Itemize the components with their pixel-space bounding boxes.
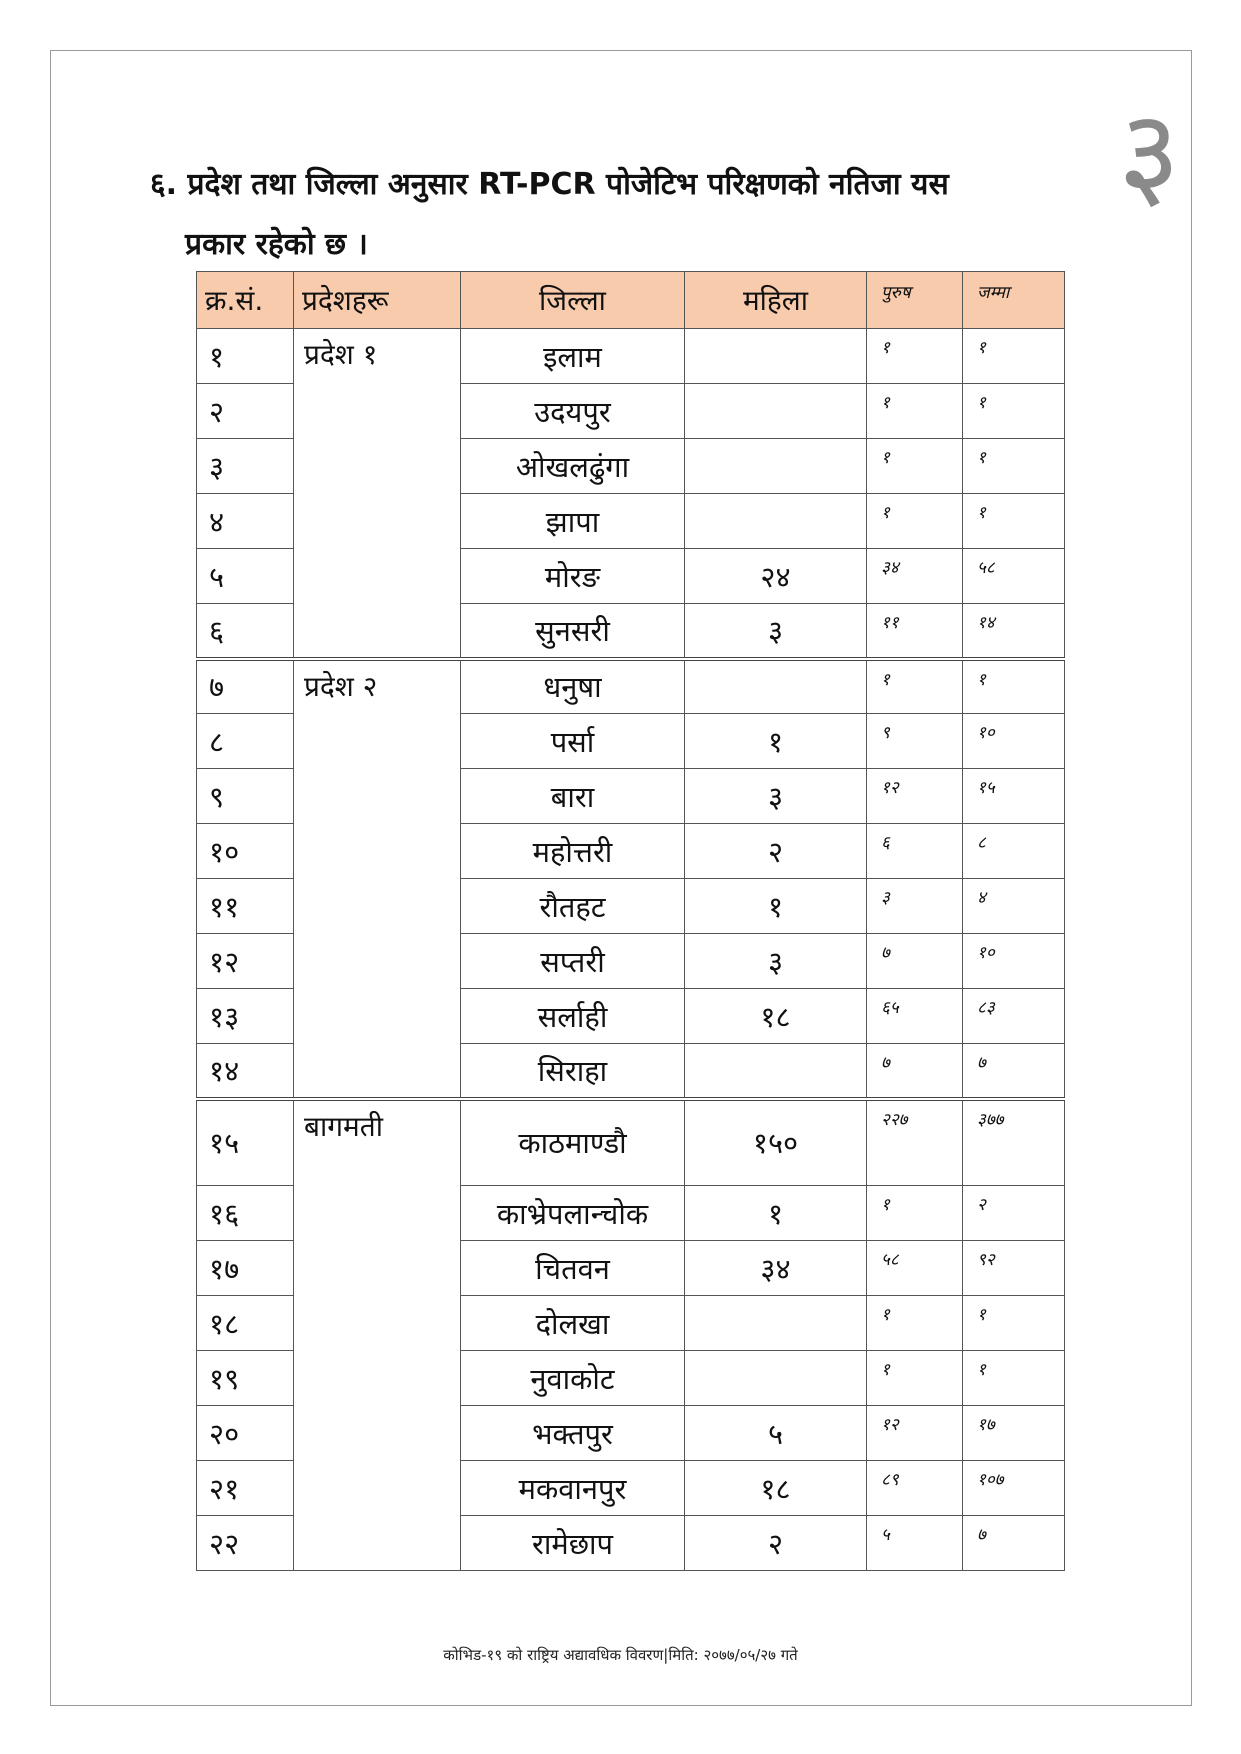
- row-female: १: [685, 879, 867, 934]
- header-sn: क्र.सं.: [197, 272, 294, 329]
- row-total: ७: [963, 1516, 1065, 1571]
- header-male: पुरुष: [867, 272, 963, 329]
- row-district: इलाम: [461, 329, 685, 384]
- row-female: [685, 1351, 867, 1406]
- row-female: [685, 659, 867, 714]
- row-sn: ९: [197, 769, 294, 824]
- row-female: ३: [685, 934, 867, 989]
- table-row: [197, 329, 1065, 384]
- row-female: [685, 1044, 867, 1099]
- row-total: १: [963, 329, 1065, 384]
- row-total: २: [963, 1186, 1065, 1241]
- row-male: १: [867, 494, 963, 549]
- row-female: ५: [685, 1406, 867, 1461]
- row-female: २४: [685, 549, 867, 604]
- row-male: ३: [867, 879, 963, 934]
- table-body: [197, 329, 1065, 1571]
- row-total: १४: [963, 604, 1065, 659]
- row-district: सर्लाही: [461, 989, 685, 1044]
- row-district: मकवानपुर: [461, 1461, 685, 1516]
- row-total: १०: [963, 934, 1065, 989]
- row-sn: १४: [197, 1044, 294, 1099]
- row-female: ३: [685, 769, 867, 824]
- row-sn: २: [197, 384, 294, 439]
- row-district: झापा: [461, 494, 685, 549]
- row-male: ११: [867, 604, 963, 659]
- row-sn: ६: [197, 604, 294, 659]
- row-total: ५८: [963, 549, 1065, 604]
- header-total: जम्मा: [963, 272, 1065, 329]
- row-total: १७: [963, 1406, 1065, 1461]
- row-district: रौतहट: [461, 879, 685, 934]
- row-sn: ११: [197, 879, 294, 934]
- row-total: ८३: [963, 989, 1065, 1044]
- row-province: प्रदेश २: [294, 659, 461, 1099]
- table-row: [197, 1099, 1065, 1186]
- row-female: [685, 1296, 867, 1351]
- row-total: १५: [963, 769, 1065, 824]
- heading-line-2: प्रकार रहेको छ ।: [185, 227, 368, 262]
- row-district: दोलखा: [461, 1296, 685, 1351]
- row-female: १८: [685, 989, 867, 1044]
- row-district: काठमाण्डौ: [461, 1099, 685, 1186]
- row-total: १: [963, 659, 1065, 714]
- row-total: १०७: [963, 1461, 1065, 1516]
- row-female: १५०: [685, 1099, 867, 1186]
- row-female: १८: [685, 1461, 867, 1516]
- row-sn: २१: [197, 1461, 294, 1516]
- row-male: १: [867, 1351, 963, 1406]
- table-row: [197, 659, 1065, 714]
- row-district: सिराहा: [461, 1044, 685, 1099]
- row-sn: ५: [197, 549, 294, 604]
- row-male: १२: [867, 769, 963, 824]
- row-total: १: [963, 439, 1065, 494]
- table-header-row: [197, 272, 1065, 329]
- row-female: [685, 384, 867, 439]
- row-male: १: [867, 384, 963, 439]
- row-district: महोत्तरी: [461, 824, 685, 879]
- row-male: १: [867, 1296, 963, 1351]
- row-sn: २२: [197, 1516, 294, 1571]
- row-sn: १९: [197, 1351, 294, 1406]
- row-district: भक्तपुर: [461, 1406, 685, 1461]
- page-number: ३: [1118, 85, 1181, 224]
- row-male: १२: [867, 1406, 963, 1461]
- row-district: नुवाकोट: [461, 1351, 685, 1406]
- row-district: मोरङ: [461, 549, 685, 604]
- row-total: १०: [963, 714, 1065, 769]
- row-total: १: [963, 494, 1065, 549]
- row-female: [685, 494, 867, 549]
- row-sn: १: [197, 329, 294, 384]
- row-male: ५८: [867, 1241, 963, 1296]
- row-total: ४: [963, 879, 1065, 934]
- row-male: ६: [867, 824, 963, 879]
- row-female: ३४: [685, 1241, 867, 1296]
- row-district: उदयपुर: [461, 384, 685, 439]
- row-sn: १६: [197, 1186, 294, 1241]
- row-sn: ४: [197, 494, 294, 549]
- row-male: १: [867, 659, 963, 714]
- row-sn: १५: [197, 1099, 294, 1186]
- row-female: २: [685, 1516, 867, 1571]
- row-male: १: [867, 1186, 963, 1241]
- row-total: ७: [963, 1044, 1065, 1099]
- row-district: धनुषा: [461, 659, 685, 714]
- row-district: सप्तरी: [461, 934, 685, 989]
- row-male: ७: [867, 934, 963, 989]
- row-district: पर्सा: [461, 714, 685, 769]
- page-footer: कोभिड-१९ को राष्ट्रिय अद्यावधिक विवरण|मिति: २०७७/०५/२७ गते: [443, 1646, 798, 1664]
- row-female: १: [685, 714, 867, 769]
- row-sn: ३: [197, 439, 294, 494]
- row-male: ९: [867, 714, 963, 769]
- results-table: [196, 271, 1065, 1571]
- row-district: ओखलढुंगा: [461, 439, 685, 494]
- row-female: १: [685, 1186, 867, 1241]
- row-district: काभ्रेपलान्चोक: [461, 1186, 685, 1241]
- heading-line-1: ६. प्रदेश तथा जिल्ला अनुसार RT-PCR पोजेटिभ परिक्षणको नतिजा यस: [150, 167, 949, 202]
- row-sn: २०: [197, 1406, 294, 1461]
- row-female: ३: [685, 604, 867, 659]
- row-male: १: [867, 329, 963, 384]
- row-total: ९२: [963, 1241, 1065, 1296]
- row-total: १: [963, 384, 1065, 439]
- header-district: जिल्ला: [461, 272, 685, 329]
- row-province: प्रदेश १: [294, 329, 461, 659]
- row-total: ३७७: [963, 1099, 1065, 1186]
- row-male: २२७: [867, 1099, 963, 1186]
- header-province: प्रदेशहरू: [294, 272, 461, 329]
- row-female: [685, 329, 867, 384]
- row-male: ३४: [867, 549, 963, 604]
- row-total: १: [963, 1351, 1065, 1406]
- row-male: ५: [867, 1516, 963, 1571]
- row-female: [685, 439, 867, 494]
- row-district: सुनसरी: [461, 604, 685, 659]
- row-sn: १३: [197, 989, 294, 1044]
- row-male: ८९: [867, 1461, 963, 1516]
- header-female: महिला: [685, 272, 867, 329]
- row-sn: १२: [197, 934, 294, 989]
- section-heading: [150, 155, 1080, 275]
- row-sn: १७: [197, 1241, 294, 1296]
- row-total: ८: [963, 824, 1065, 879]
- row-district: चितवन: [461, 1241, 685, 1296]
- row-male: ६५: [867, 989, 963, 1044]
- row-sn: ८: [197, 714, 294, 769]
- row-district: बारा: [461, 769, 685, 824]
- row-province: बागमती: [294, 1099, 461, 1571]
- row-district: रामेछाप: [461, 1516, 685, 1571]
- row-sn: ७: [197, 659, 294, 714]
- row-male: ७: [867, 1044, 963, 1099]
- row-male: १: [867, 439, 963, 494]
- row-sn: १८: [197, 1296, 294, 1351]
- row-total: १: [963, 1296, 1065, 1351]
- row-sn: १०: [197, 824, 294, 879]
- row-female: २: [685, 824, 867, 879]
